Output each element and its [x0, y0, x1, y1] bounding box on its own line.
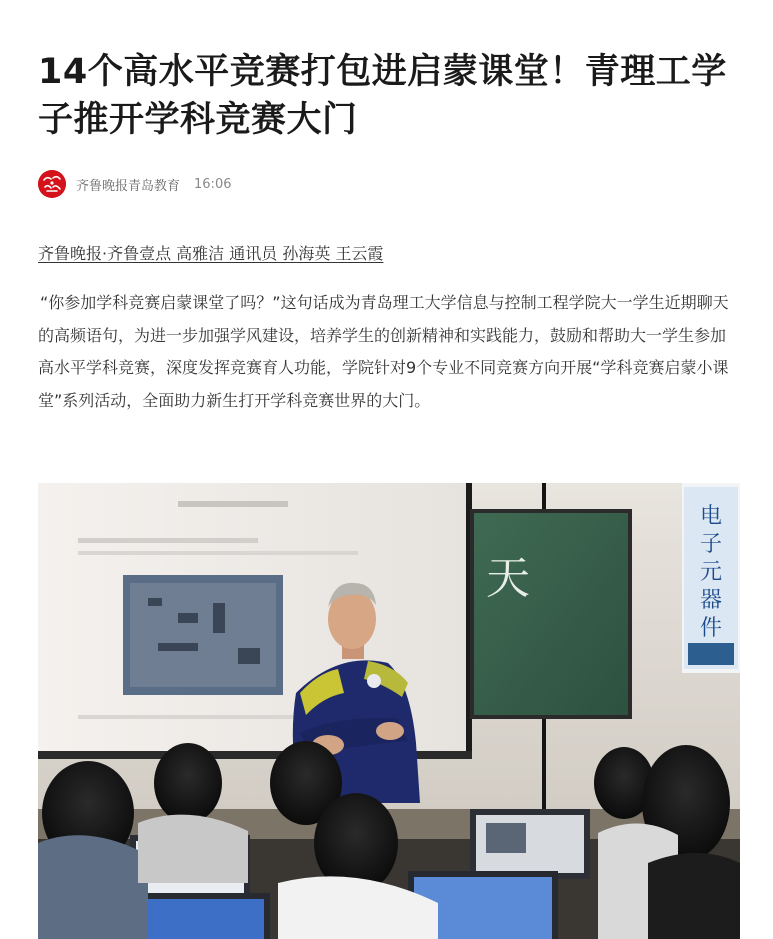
svg-text:件: 件 — [699, 616, 723, 641]
article-paragraph: “你参加学科竞赛启蒙课堂了吗？”这句话成为青岛理工大学信息与控制工程学院大一学生近期聊天的高频语句，为进一步加强学风建设，培养学生的创新精神和实践能力，鼓励和帮助大一学生参加高水平学科竞赛，深度发挥竞赛育人功能，学院针对9个专业不同竞赛方向开展“学科竞赛启蒙小课堂”系列活动，全面助力新生打开学科竞赛世界的大门。 — [38, 293, 729, 410]
source-logo-icon — [38, 170, 66, 198]
article-meta — [38, 170, 231, 198]
byline-link[interactable]: 齐鲁晚报·齐鲁壹点 高雅洁 通讯员 孙海英 王云霞 — [38, 244, 384, 263]
source-avatar[interactable] — [38, 170, 66, 198]
svg-text:元: 元 — [699, 560, 723, 585]
svg-text:子: 子 — [699, 532, 723, 557]
blackboard-character: 天 — [486, 553, 530, 604]
publish-time: 16:06 — [194, 176, 232, 192]
source-name[interactable]: 齐鲁晚报青岛教育 — [76, 178, 181, 194]
svg-text:电: 电 — [699, 504, 723, 529]
classroom-photo-illustration — [38, 483, 740, 939]
svg-text:器: 器 — [699, 588, 723, 613]
article-title: 14个高水平竞赛打包进启蒙课堂！青理工学子推开学科竞赛大门 — [38, 52, 727, 140]
classroom-photo[interactable] — [38, 483, 740, 939]
